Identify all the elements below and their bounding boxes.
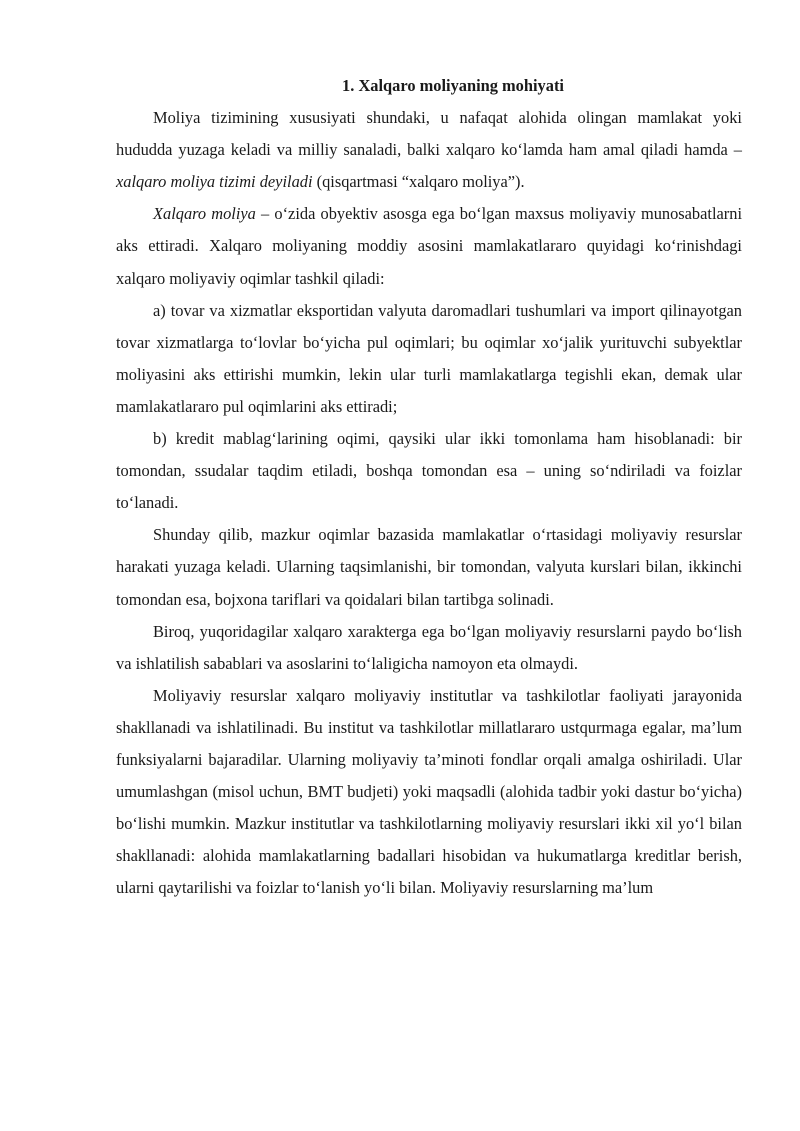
paragraph-3: a) tovar va xizmatlar eksportidan valyuta daromadlari tushumlari va import qilinayotgan tovar xizmatlarga to‘lovlar bo‘yicha pul oqimlari; bu oqimlar xo‘jalik yurituvchi subyektlar moliyasini aks ettirishi mumkin, lekin ular turli mamlakatlarga tegishli ekan, demak ular mamlakatlararo pul oqimlarini aks ettiradi;: [116, 300, 742, 416]
section-heading: 1. Xalqaro moliyaning mohiyati: [342, 76, 564, 95]
paragraph-2: [116, 198, 742, 294]
paragraph-1-text: Moliya tizimining xususiyati shundaki, u nafaqat alohida olingan mamlakat yoki hududda yuzaga keladi va milliy sanaladi, balki xalqaro ko‘lamda ham amal qiladi hamda –: [116, 108, 742, 160]
paragraph-2-italic: Xalqaro moliya: [153, 204, 256, 224]
paragraph-1-italic: xalqaro moliya tizimi deyiladi: [116, 172, 313, 192]
paragraph-7: Moliyaviy resurslar xalqaro moliyaviy institutlar va tashkilotlar faoliyati jarayonida shakllanadi va ishlatilinadi. Bu institut va tashkilotlar millatlararo ustqurmaga egalar, ma’lum funksiyalarni bajaradilar. Ularning moliyaviy ta’minoti fondlar orqali amalga oshiriladi. Ular umumlashgan (misol uchun, BMT budjeti) yoki maqsadli (alohida tadbir yoki dastur bo‘yicha) bo‘lishi mumkin. Mazkur institutlar va tashkilotlarning moliyaviy resurslari ikki xil yo‘l bilan shakllanadi: alohida mamlakatlarning badallari hisobidan va hukumatlarga kreditlar berish, ularni qaytarilishi va foizlar to‘lanish yo‘li bilan. Moliyaviy resurslarning ma’lum: [116, 685, 742, 898]
paragraph-1-tail: (qisqartmasi “xalqaro moliya”).: [312, 172, 525, 192]
paragraph-6: Biroq, yuqoridagilar xalqaro xarakterga ega bo‘lgan moliyaviy resurslarni paydo bo‘lish va ishlatilish sabablari va asoslarini to‘laligicha namoyon eta olmaydi.: [116, 621, 742, 673]
paragraph-2-text: – o‘zida obyektiv asosga ega bo‘lgan maxsus moliyaviy munosabatlarni aks ettiradi. Xalqaro moliyaning moddiy asosini mamlakatlararo quyidagi ko‘rinishdagi xalqaro moliyaviy oqimlar tashkil qiladi:: [116, 204, 742, 288]
paragraph-4: b) kredit mablag‘larining oqimi, qaysiki ular ikki tomonlama ham hisoblanadi: bir tomondan, ssudalar taqdim etiladi, boshqa tomondan esa – uning so‘ndiriladi va foizlar to‘lanadi.: [116, 429, 742, 513]
document-body: [116, 70, 742, 904]
paragraph-5: Shunday qilib, mazkur oqimlar bazasida mamlakatlar o‘rtasidagi moliyaviy resurslar harakati yuzaga keladi. Ularning taqsimlanishi, bir tomondan, valyuta kurslari bilan, ikkinchi tomondan esa, bojxona tariflari va qoidalari bilan tartibga solinadi.: [116, 525, 742, 609]
paragraph-1: [116, 102, 742, 198]
